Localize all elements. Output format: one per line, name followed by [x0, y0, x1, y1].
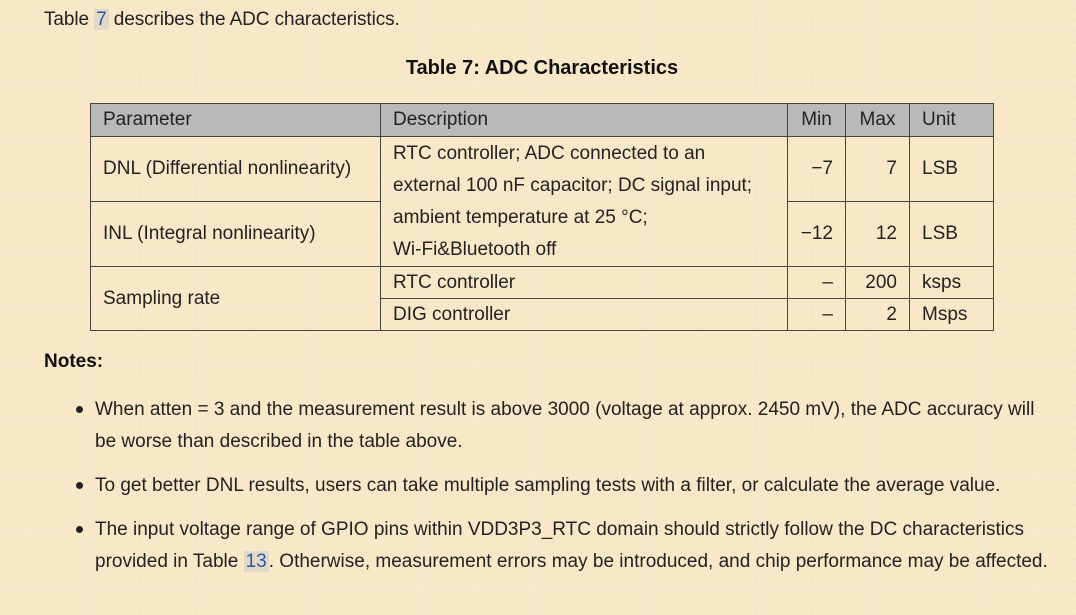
row-unit: Msps [910, 299, 994, 331]
note-text: . Otherwise, measurement errors may be introduced, and chip performance may be affected. [268, 551, 1048, 572]
row-parameter: Sampling rate [91, 267, 381, 331]
table-13-link[interactable]: 13 [245, 551, 267, 572]
row-description: RTC controller [381, 267, 788, 299]
table-row [91, 137, 994, 202]
intro-prefix: Table [44, 9, 95, 30]
intro-suffix: describes the ADC characteristics. [108, 9, 400, 30]
row-min: – [788, 299, 846, 331]
notes-heading: Notes: [44, 351, 104, 372]
header-unit: Unit [910, 104, 994, 137]
header-min: Min [788, 104, 846, 137]
row-min: – [788, 267, 846, 299]
description-line: RTC controller; ADC connected to an [393, 142, 706, 164]
list-item: When atten = 3 and the measurement result is above 3000 (voltage at approx. 2450 mV), the ADC accuracy will be worse than described in the table above. [95, 394, 1060, 458]
description-line: external 100 nF capacitor; DC signal input; [393, 174, 753, 196]
row-parameter: INL (Integral nonlinearity) [91, 202, 381, 267]
table-row [91, 267, 994, 299]
row-max: 7 [846, 137, 910, 202]
row-min: −7 [788, 137, 846, 202]
table-7-link[interactable]: 7 [96, 9, 107, 30]
row-max: 200 [846, 267, 910, 299]
note-text: The input voltage range of GPIO pins within VDD3P3_RTC domain should strictly follow the DC characteristics provided in Table [95, 519, 1024, 572]
list-item [95, 514, 1060, 578]
list-item: To get better DNL results, users can take multiple sampling tests with a filter, or calculate the average value. [95, 470, 1060, 502]
header-max: Max [846, 104, 910, 137]
table-caption: Table 7: ADC Characteristics [405, 57, 679, 79]
header-description: Description [381, 104, 788, 137]
notes-list [95, 394, 1060, 590]
row-description: DIG controller [381, 299, 788, 331]
row-min: −12 [788, 202, 846, 267]
header-parameter: Parameter [91, 104, 381, 137]
row-max: 12 [846, 202, 910, 267]
description-line: Wi-Fi&Bluetooth off [393, 238, 557, 260]
adc-characteristics-table [90, 103, 994, 331]
table-header-row [91, 104, 994, 137]
row-max: 2 [846, 299, 910, 331]
row-unit: ksps [910, 267, 994, 299]
row-parameter: DNL (Differential nonlinearity) [91, 137, 381, 202]
intro-paragraph [44, 9, 400, 31]
shared-description-cell [381, 137, 788, 267]
description-line: ambient temperature at 25 °C; [393, 206, 648, 228]
row-unit: LSB [910, 137, 994, 202]
row-unit: LSB [910, 202, 994, 267]
